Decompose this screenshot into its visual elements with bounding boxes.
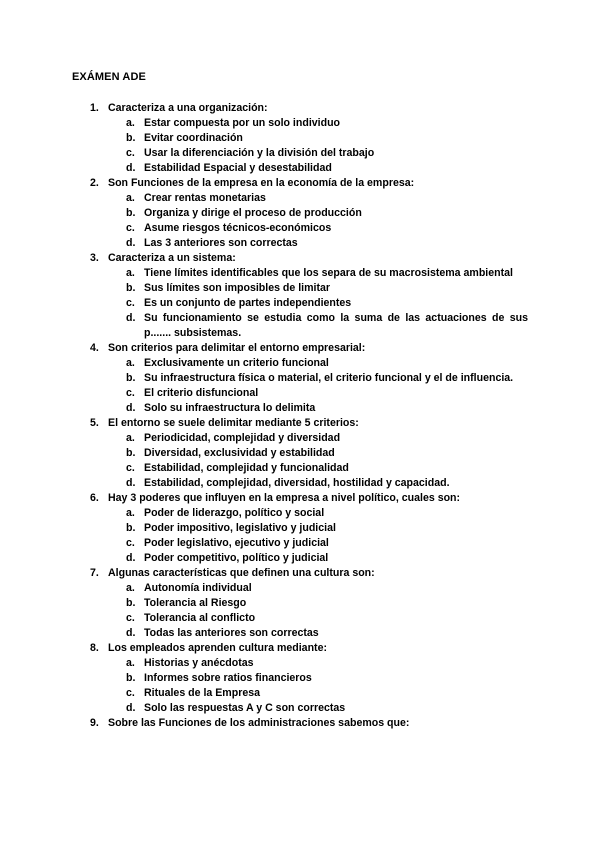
answer-options <box>0 581 600 641</box>
option-letter: c. <box>126 612 135 624</box>
option-letter: c. <box>126 297 135 309</box>
answer-option <box>0 191 600 206</box>
answer-options <box>0 191 600 251</box>
option-letter: c. <box>126 687 135 699</box>
answer-option <box>0 431 600 446</box>
option-letter: c. <box>126 222 135 234</box>
question-stem <box>0 641 600 656</box>
option-letter: b. <box>126 672 136 684</box>
question-stem <box>0 101 600 116</box>
answer-option <box>0 266 600 281</box>
option-text: Informes sobre ratios financieros <box>144 672 312 684</box>
question-text: Caracteriza a una organización: <box>108 102 268 114</box>
option-letter: c. <box>126 537 135 549</box>
option-text: Autonomía individual <box>144 582 252 594</box>
option-text: Las 3 anteriores son correctas <box>144 237 298 249</box>
answer-option <box>0 596 600 611</box>
question-stem <box>0 341 600 356</box>
option-letter: b. <box>126 522 136 534</box>
option-letter: b. <box>126 372 136 384</box>
question-2 <box>0 176 600 251</box>
option-letter: d. <box>126 552 136 564</box>
option-text: Poder impositivo, legislativo y judicial <box>144 522 336 534</box>
answer-options <box>0 506 600 566</box>
option-text: Solo las respuestas A y C son correctas <box>144 702 346 714</box>
question-number: 1. <box>90 102 99 114</box>
answer-option <box>0 536 600 551</box>
option-text: Tolerancia al conflicto <box>144 612 256 624</box>
question-number: 3. <box>90 252 99 264</box>
option-text: Sus límites son imposibles de limitar <box>144 282 331 294</box>
option-text: Exclusivamente un criterio funcional <box>144 357 329 369</box>
option-text: Solo su infraestructura lo delimita <box>144 402 316 414</box>
question-6 <box>0 491 600 566</box>
answer-options <box>0 266 600 341</box>
option-letter: a. <box>126 117 135 129</box>
question-1 <box>0 101 600 176</box>
option-letter: a. <box>126 582 135 594</box>
question-text: Son Funciones de la empresa en la economía de la empresa: <box>108 177 415 189</box>
question-8 <box>0 641 600 716</box>
option-letter: a. <box>126 432 135 444</box>
question-5 <box>0 416 600 491</box>
option-letter: d. <box>126 477 136 489</box>
option-text: Usar la diferenciación y la división del trabajo <box>144 147 375 159</box>
option-letter: d. <box>126 312 136 324</box>
option-letter: c. <box>126 147 135 159</box>
question-list <box>0 101 600 731</box>
option-letter: b. <box>126 447 136 459</box>
question-text: Algunas características que definen una cultura son: <box>108 567 375 579</box>
question-stem <box>0 716 600 731</box>
question-number: 2. <box>90 177 99 189</box>
answer-options <box>0 431 600 491</box>
option-text: Tiene límites identificables que los separa de su macrosistema ambiental <box>144 267 513 279</box>
answer-option <box>0 206 600 221</box>
option-text: Su funcionamiento se estudia como la suma de las actuaciones de sus p....... subsistemas. <box>144 312 528 339</box>
option-text: Evitar coordinación <box>144 132 243 144</box>
option-text: Rituales de la Empresa <box>144 687 260 699</box>
question-text: Hay 3 poderes que influyen en la empresa a nivel político, cuales son: <box>108 492 461 504</box>
question-3 <box>0 251 600 341</box>
question-number: 6. <box>90 492 99 504</box>
answer-option <box>0 611 600 626</box>
answer-option <box>0 551 600 566</box>
option-text: Es un conjunto de partes independientes <box>144 297 352 309</box>
question-text: El entorno se suele delimitar mediante 5 criterios: <box>108 417 359 429</box>
option-text: Estabilidad, complejidad, diversidad, hostilidad y capacidad. <box>144 477 450 489</box>
question-number: 9. <box>90 717 99 729</box>
question-number: 5. <box>90 417 99 429</box>
option-letter: d. <box>126 627 136 639</box>
question-stem <box>0 566 600 581</box>
answer-option <box>0 386 600 401</box>
answer-option <box>0 671 600 686</box>
option-text: Estabilidad Espacial y desestabilidad <box>144 162 332 174</box>
option-text: Poder legislativo, ejecutivo y judicial <box>144 537 329 549</box>
option-text: Tolerancia al Riesgo <box>144 597 247 609</box>
option-text: Poder competitivo, político y judicial <box>144 552 329 564</box>
question-7 <box>0 566 600 641</box>
option-letter: b. <box>126 207 136 219</box>
answer-options <box>0 116 600 176</box>
option-text: Crear rentas monetarias <box>144 192 266 204</box>
option-text: Organiza y dirige el proceso de producción <box>144 207 362 219</box>
question-stem <box>0 251 600 266</box>
answer-option <box>0 656 600 671</box>
answer-option <box>0 521 600 536</box>
answer-option <box>0 371 600 386</box>
option-letter: b. <box>126 132 136 144</box>
question-number: 7. <box>90 567 99 579</box>
question-stem <box>0 491 600 506</box>
option-text: Asume riesgos técnicos-económicos <box>144 222 332 234</box>
answer-option <box>0 506 600 521</box>
answer-option <box>0 161 600 176</box>
option-letter: a. <box>126 507 135 519</box>
question-text: Los empleados aprenden cultura mediante: <box>108 642 327 654</box>
answer-option <box>0 701 600 716</box>
answer-option <box>0 461 600 476</box>
option-text: Diversidad, exclusividad y estabilidad <box>144 447 335 459</box>
option-letter: d. <box>126 402 136 414</box>
option-text: El criterio disfuncional <box>144 387 259 399</box>
question-text: Sobre las Funciones de los administraciones sabemos que: <box>108 717 410 729</box>
option-letter: d. <box>126 237 136 249</box>
option-text: Periodicidad, complejidad y diversidad <box>144 432 341 444</box>
answer-option <box>0 401 600 416</box>
answer-option <box>0 131 600 146</box>
answer-option <box>0 476 600 491</box>
answer-option <box>0 296 600 311</box>
answer-option <box>0 626 600 641</box>
answer-option <box>0 146 600 161</box>
option-letter: d. <box>126 162 136 174</box>
answer-options <box>0 356 600 416</box>
option-letter: d. <box>126 702 136 714</box>
option-letter: a. <box>126 267 135 279</box>
answer-option <box>0 356 600 371</box>
answer-option <box>0 236 600 251</box>
option-letter: c. <box>126 387 135 399</box>
option-text: Estabilidad, complejidad y funcionalidad <box>144 462 349 474</box>
answer-options <box>0 656 600 716</box>
option-text: Poder de liderazgo, político y social <box>144 507 325 519</box>
answer-option <box>0 281 600 296</box>
question-text: Son criterios para delimitar el entorno empresarial: <box>108 342 366 354</box>
option-letter: c. <box>126 462 135 474</box>
option-text: Estar compuesta por un solo individuo <box>144 117 341 129</box>
option-text: Todas las anteriores son correctas <box>144 627 319 639</box>
question-text: Caracteriza a un sistema: <box>108 252 236 264</box>
option-letter: b. <box>126 597 136 609</box>
answer-option <box>0 581 600 596</box>
option-letter: a. <box>126 657 135 669</box>
answer-option <box>0 311 600 341</box>
question-number: 8. <box>90 642 99 654</box>
answer-option <box>0 686 600 701</box>
option-text: Su infraestructura física o material, el criterio funcional y el de influencia. <box>144 372 514 384</box>
answer-option <box>0 221 600 236</box>
question-stem <box>0 416 600 431</box>
exam-title: EXÁMEN ADE <box>72 71 146 83</box>
question-4 <box>0 341 600 416</box>
answer-option <box>0 446 600 461</box>
question-9 <box>0 716 600 731</box>
option-letter: a. <box>126 357 135 369</box>
question-stem <box>0 176 600 191</box>
option-text: Historias y anécdotas <box>144 657 254 669</box>
answer-option <box>0 116 600 131</box>
option-letter: a. <box>126 192 135 204</box>
option-letter: b. <box>126 282 136 294</box>
question-number: 4. <box>90 342 99 354</box>
